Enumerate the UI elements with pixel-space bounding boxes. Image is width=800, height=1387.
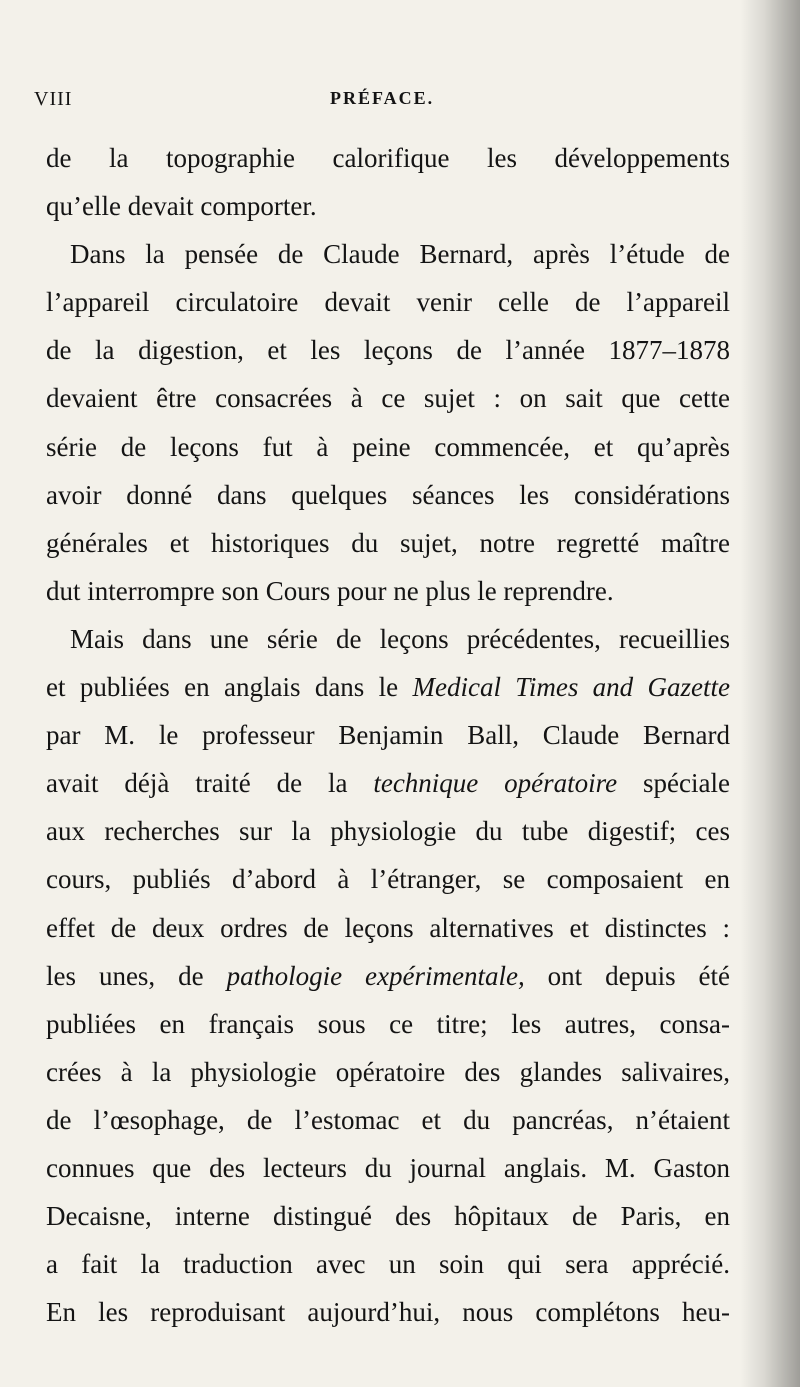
page-number: VIII (34, 88, 73, 110)
page-gutter-shadow (740, 0, 800, 1387)
text-segment: avait déjà traité de la (46, 768, 374, 799)
text-segment: de la topographie calorifique les développements (46, 143, 730, 173)
text-segment: dut interrompre son Cours pour ne plus le reprendre. (46, 575, 614, 606)
text-line (46, 134, 730, 182)
text-segment: générales et historiques du sujet, notre regretté maître (46, 527, 730, 558)
text-segment: crées à la physiologie opératoire des glandes salivaires, (46, 1056, 730, 1087)
text-line (46, 1288, 730, 1336)
text-segment: Mais dans une série de leçons précédentes, recueillies (70, 623, 730, 654)
text-line (46, 471, 730, 519)
text-line (46, 1000, 730, 1048)
text-line (46, 615, 730, 663)
text-line (46, 904, 730, 952)
text-segment: Dans la pensée de Claude Bernard, après l’étude de (70, 239, 730, 270)
text-segment: publiées en français sous ce titre; les autres, consa- (46, 1008, 730, 1039)
text-line (46, 326, 730, 374)
text-segment: l’appareil circulatoire devait venir celle de l’appareil (46, 287, 730, 318)
text-line (46, 1144, 730, 1192)
text-line (46, 952, 730, 1000)
text-line (46, 759, 730, 807)
text-segment: En les reproduisant aujourd’hui, nous complétons heu- (46, 1297, 730, 1328)
italic-text: Medical Times and Gazette (412, 672, 730, 703)
text-line (46, 855, 730, 903)
text-segment: de l’œsophage, de l’estomac et du pancréas, n’étaient (46, 1104, 730, 1135)
text-line (46, 519, 730, 567)
text-segment: spéciale (617, 768, 730, 799)
text-segment: les unes, de (46, 960, 227, 991)
text-segment: série de leçons fut à peine commencée, et qu’après (46, 431, 730, 462)
text-line (46, 1048, 730, 1096)
running-title: PRÉFACE. (330, 88, 435, 108)
text-segment: et publiées en anglais dans le (46, 672, 413, 703)
text-line (46, 1096, 730, 1144)
text-segment: cours, publiés d’abord à l’étranger, se composaient en (46, 864, 730, 895)
text-segment: a fait la traduction avec un soin qui sera apprécié. (46, 1249, 730, 1280)
text-line (46, 278, 730, 326)
text-segment: Decaisne, interne distingué des hôpitaux de Paris, en (46, 1201, 730, 1232)
text-segment: de la digestion, et les leçons de l’année 1877–1878 (46, 335, 730, 366)
text-line (46, 182, 730, 230)
text-line (46, 1192, 730, 1240)
italic-text: pathologie expérimentale, (226, 960, 525, 991)
text-line (46, 374, 730, 422)
text-segment: connues que des lecteurs du journal anglais. M. Gaston (46, 1152, 730, 1183)
text-segment: qu’elle devait comporter. (46, 191, 317, 222)
text-line (46, 807, 730, 855)
text-segment: aux recherches sur la physiologie du tube digestif; ces (46, 816, 730, 847)
running-header (34, 88, 724, 118)
text-line (46, 230, 730, 278)
text-line (46, 663, 730, 711)
text-line (46, 711, 730, 759)
text-line (46, 423, 730, 471)
text-segment: devaient être consacrées à ce sujet : on sait que cette (46, 383, 730, 414)
text-segment: ont depuis été (524, 960, 731, 991)
text-line (46, 567, 730, 615)
text-segment: par M. le professeur Benjamin Ball, Claude Bernard (46, 720, 730, 751)
text-line (46, 1240, 730, 1288)
text-segment: avoir donné dans quelques séances les considérations (46, 479, 730, 510)
body-text (46, 134, 730, 1336)
text-segment: effet de deux ordres de leçons alternatives et distinctes : (46, 912, 730, 943)
italic-text: technique opératoire (373, 768, 618, 799)
